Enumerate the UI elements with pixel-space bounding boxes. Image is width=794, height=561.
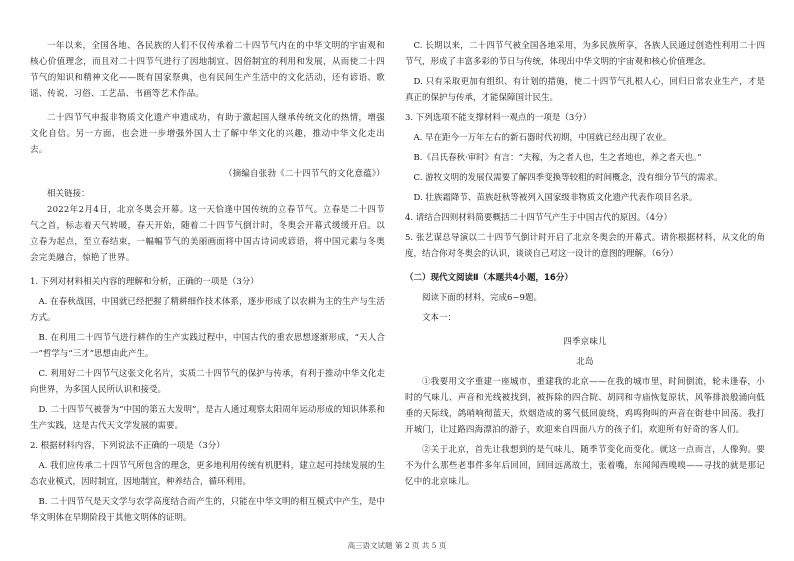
question-2-option-b: B. 二十四节气是天文学与农学高度结合而产生的，只能在中华文明的相互模式中产生，是中华文明体在早期阶段于其他文明体的证明。 <box>30 497 385 523</box>
essay-author: 北岛 <box>576 357 594 367</box>
essay-paragraph-2: ②关于北京，首先让我想到的是气味儿，随季节变化而变化。就这一点而言，人像狗。要不为什么那些老事件多年后回回，回回远离故土，张着嘴，东闻闻西嗅嗅——寻找的就是那记忆中的北京味儿。 <box>405 445 765 487</box>
question-1-option-c: C. 利用好二十四节气这张文化名片，实质二十四节气的保护与传承，有利于推动中华文化走向世界，为多国人民所认识和接受。 <box>30 369 385 395</box>
reading-instruction: 阅读下面的材料，完成6~9题。 <box>422 293 542 303</box>
question-3-option-c: C. 游牧文明的发展仅需要了解四季变换等较粗的时间概念，没有细分节气的需求。 <box>413 173 723 183</box>
section-heading: （二）现代文阅读Ⅱ（本题共4小题，16分） <box>405 273 573 283</box>
question-1-stem: 1. 下列对材料相关内容的理解和分析，正确的一项是（3分） <box>30 277 259 287</box>
question-2-stem: 2. 根据材料内容，下列说法不正确的一项是（3分） <box>30 441 225 451</box>
essay-title: 四季京味儿 <box>563 337 607 347</box>
essay-paragraph-1: ①我要用文字重建一座城市，重建我的北京——在我的城市里，时间倒流，轮未逢春，小时的气味儿、声音和光线被找到，被拆除的四合院、胡同和寺庙恢复原状，风筝排浪般涌向低垂的天际线，鸽哨响彻蓝天，炊烟造成的雾气低回旋绕，鸡鸣狗叫的声音在街巷中回荡。我打开城门，让过路四海漂泊的游子，欢迎来自四面八方的孩子们，欢迎所有好奇的客人们。 <box>405 377 765 435</box>
question-2-option-d: D. 只有采取更加有组织、有计划的措施，使二十四节气扎根人心，回归日常农业生产，才是真正的保护与传承，才能保障国计民生。 <box>405 77 765 103</box>
related-label: 相关链接： <box>47 189 90 199</box>
intro-paragraph-2: 二十四节气申报非物质文化遗产申遗成功，有助于激起国人继承传统文化的热情，增强文化自信。另一方面，也会进一步增强外国人士了解中华文化的兴趣，推动中华文化走出去。 <box>30 113 385 155</box>
question-3-option-b: B.《吕氏春秋·审时》有言：“夫稼，为之者人也，生之者地也，养之者天也。” <box>413 153 702 163</box>
question-3-stem: 3. 下列选项不能支撑材料一观点的一项是（3分） <box>405 113 592 123</box>
question-4: 4. 请结合四则材料简要概括二十四节气产生于中国古代的原因。（4分） <box>405 213 672 223</box>
question-1-option-d: D. 二十四节气被誉为“中国的第五大发明”，是古人通过观察太阳周年运动形成的知识体系和生产实践，这是古代天文学发展的需要。 <box>30 405 385 431</box>
question-2-option-c: C. 长期以来，二十四节气被全国各地采用，为多民族所享，各族人民通过创造性利用二十四节气，形成了丰富多彩的节日与传统，体现出中华文明的宇宙观和核心价值理念。 <box>405 41 765 67</box>
page-footer: 高三语文试题 第 2 页 共 5 页 <box>347 541 447 550</box>
question-5: 5. 张艺谋总导演以二十四节气倒计时开启了北京冬奥会的开幕式。请你根据材料，从文化的角度，结合你对冬奥会的认识，谈谈自己对这一设计的意图的理解。（6分） <box>405 233 765 259</box>
right-column <box>405 38 765 490</box>
question-1-option-a: A. 在春秋战国，中国就已经把握了精耕细作技术体系，逐步形成了以农耕为主的生产与生活方式。 <box>30 297 385 323</box>
source-citation: （摘编自张勃《二十四节气的文化意蕴》） <box>223 169 385 179</box>
left-column <box>30 38 385 526</box>
question-3-option-a: A. 早在距今一万年左右的新石器时代初期，中国就已经出现了农业。 <box>413 133 672 143</box>
text-one-label: 文本一： <box>422 313 457 323</box>
question-1-option-b: B. 在利用二十四节气进行耕作的生产实践过程中，中国古代的重农思想逐渐形成，“天人合一”哲学与“三才”思想由此产生。 <box>30 333 385 359</box>
question-3-option-d: D. 壮族霜降节、苗族赶秋等被列入国家级非物质文化遗产代表作项目名录。 <box>413 193 698 203</box>
question-2-option-a: A. 我们应传承二十四节气所包含的理念，更多地利用传统有机肥料，建立起可持续发展的生态农业模式，因时制宜，因地制宜，种养结合，循环利用。 <box>30 461 385 487</box>
intro-paragraph-1: 一年以来，全国各地、各民族的人们不仅传承着二十四节气内在的中华文明的宇宙观和核心价值理念，而且对二十四节气进行了因地制宜、因俗制宜的利用和发展，从而使二十四节气的知识和精神文化——既有国家祭典，也有民间生产生活中的文化活动，还有谚语、歌谣、传说、习俗、工艺品、书画等艺术作品。 <box>30 41 385 99</box>
related-text: 2022年2月4日，北京冬奥会开幕。这一天恰逢中国传统的立春节气。立春是二十四节气之首，标志着天气转暖，春天开始，随着二十四节气倒计时，冬奥会开幕式缓缓开启。以立春为起点，至立春结束，一幅幅节气的美丽画面将中国古诗词或谚语，将中国元素与冬奥会完美融合，惊艳了世界。 <box>30 205 385 263</box>
